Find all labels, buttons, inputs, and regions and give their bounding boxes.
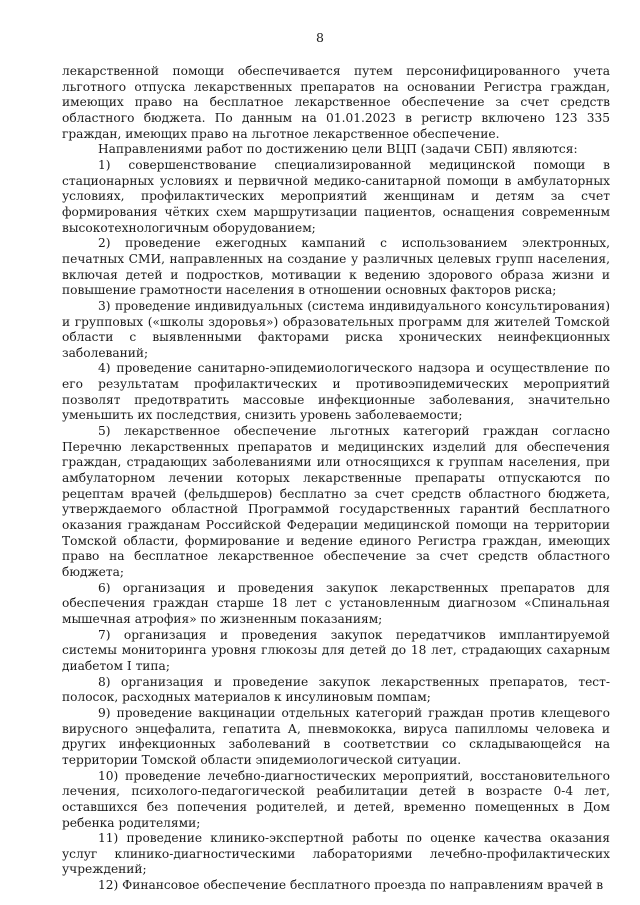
list-item-12: 12) Финансовое обеспечение бесплатного проезда по направлениям врачей в [98,878,604,893]
list-item-9: 9) проведение вакцинации отдельных категорий граждан против клещевого вирусного энцефалита, гепатита А, пневмококка, вируса папилломы человека и других инфекционных заболеваний в соответствии со складывающейся на территории Томской области эпидемиологической ситуации. [62,705,610,767]
list-item-7: 7) организация и проведения закупок передатчиков имплантируемой системы мониторинга уровня глюкозы для детей до 18 лет, страдающих сахарным диабетом I типа; [62,627,610,673]
list-item-3: 3) проведение индивидуальных (система индивидуального консультирования) и групповых («школы здоровья») образовательных программ для жителей Томской области с выявленными факторами риска хронических неинфекционных заболеваний; [62,298,610,360]
list-item-5: 5) лекарственное обеспечение льготных категорий граждан согласно Перечню лекарственных препаратов и медицинских изделий для обеспечения граждан, страдающих заболеваниями или относящихся к группам населения, при амбулаторном лечении которых лекарственные препараты отпускаются по рецептам врачей (фельдшеров) бесплатно за счет средств областного бюджета, утверждаемого областной Программой государственных гарантий бесплатного оказания гражданам Российской Федерации медицинской помощи на территории Томской области, формирование и ведение единого Регистра граждан, имеющих право на бесплатное лекарственное обеспечение за счет средств областного бюджета; [62,424,610,579]
document-body [62,64,610,894]
list-item-10: 10) проведение лечебно-диагностических мероприятий, восстановительного лечения, психолого-педагогической реабилитации детей в возрасте 0-4 лет, оставшихся без попечения родителей, и детей, временно помещенных в Дом ребенка родителями; [62,768,610,830]
paragraph-directions-heading: Направлениями работ по достижению цели ВЦП (задачи СБП) являются: [98,142,578,157]
list-item-11: 11) проведение клинико-экспертной работы по оценке качества оказания услуг клинико-диагностическими лабораториями лечебно-профилактических учреждений; [62,831,610,877]
list-item-6: 6) организация и проведения закупок лекарственных препаратов для обеспечения граждан старше 18 лет с установленным диагнозом «Спинальная мышечная атрофия» по жизненным показаниям; [62,580,610,626]
list-item-1: 1) совершенствование специализированной медицинской помощи в стационарных условиях и первичной медико-санитарной помощи в амбулаторных условиях, профилактических мероприятий женщинам и детям за счет формирования чётких схем маршрутизации пациентов, оснащения современным высокотехнологичным оборудованием; [62,157,610,235]
list-item-4: 4) проведение санитарно-эпидемиологического надзора и осуществление по его результатам профилактических и противоэпидемических мероприятий позволят предотвратить массовые инфекционные заболевания, значительно уменьшить их последствия, снизить уровень заболеваемости; [62,361,610,423]
paragraph-intro-continuation: лекарственной помощи обеспечивается путем персонифицированного учета льготного отпуска лекарственных препаратов на основании Регистра граждан, имеющих право на бесплатное лекарственное обеспечение за счет средств областного бюджета. По данным на 01.01.2023 в регистр включено 123 335 граждан, имеющих право на льготное лекарственное обеспечение. [62,64,610,141]
list-item-2: 2) проведение ежегодных кампаний с использованием электронных, печатных СМИ, направленных на создание у различных целевых групп населения, включая детей и подростков, мотивации к ведению здорового образа жизни и повышение грамотности населения в отношении основных факторов риска; [62,236,610,298]
list-item-8: 8) организация и проведение закупок лекарственных препаратов, тест-полосок, расходных материалов к инсулиновым помпам; [62,674,610,705]
page-number: 8 [316,30,324,45]
